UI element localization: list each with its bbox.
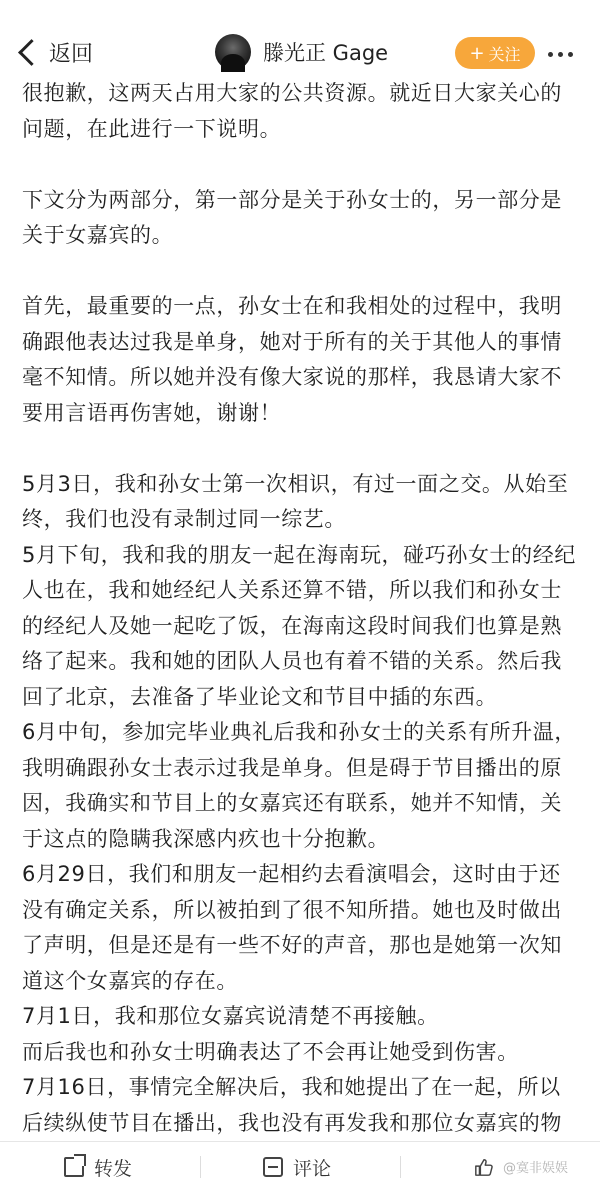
repost-button[interactable] [64,1152,132,1182]
comment-icon [263,1157,283,1177]
post-body [22,76,582,1140]
paragraph: 下文分为两部分，第一部分是关于孙女士的，另一部分是关于女嘉宾的。 [22,187,562,247]
comment-label: 评论 [293,1157,332,1180]
dot [558,52,563,57]
paragraph: 很抱歉，这两天占用大家的公共资源。就近日大家关心的问题，在此进行一下说明。 [22,81,562,141]
paragraph: 5月3日，我和孙女士第一次相识，有过一面之交。从始至终，我们也没有录制过同一综艺。 [22,471,569,531]
paragraph: 6月中旬，参加完毕业典礼后我和孙女士的关系有所升温，我明确跟孙女士表示过我是单身。但是碍于节目播出的原因，我确实和节目上的女嘉宾还有联系，她并不知情，关于这点的隐瞒我深感内疚也十分抱歉。 [22,720,576,851]
username[interactable]: 滕光正 Gage [263,41,389,65]
follow-button[interactable] [455,37,535,69]
repost-label: 转发 [94,1157,133,1180]
divider [200,1156,201,1178]
comment-button[interactable] [263,1152,331,1182]
paragraph-gap [22,147,582,183]
status-bar [0,0,600,18]
paragraph: 7月1日，我和那位女嘉宾说清楚不再接触。 [22,1004,439,1028]
divider [400,1156,401,1178]
thumbs-up-icon [474,1157,494,1177]
paragraph-gap [22,431,582,467]
paragraph: 7月16日，事情完全解决后，我和她提出了在一起，所以后续纵使节目在播出，我也没有再发我和那位女嘉宾的物 [22,1075,562,1135]
paragraph-gap [22,254,582,290]
chevron-left-icon [18,39,45,66]
author-profile[interactable] [215,32,388,72]
avatar[interactable] [215,34,251,70]
plus-icon: + [469,42,485,64]
back-label: 返回 [49,41,94,67]
like-button[interactable] [474,1152,504,1182]
paragraph: 5月下旬，我和我的朋友一起在海南玩，碰巧孙女士的经纪人也在，我和她经纪人关系还算不错，所以我们和孙女士的经纪人及她一起吃了饭，在海南这段时间我们也算是熟络了起来。我和她的团队人员也有着不错的关系。然后我回了北京，去准备了毕业论文和节目中插的东西。 [22,542,576,709]
dot [568,52,573,57]
paragraph: 而后我也和孙女士明确表达了不会再让她受到伤害。 [22,1039,519,1064]
paragraph: 首先，最重要的一点，孙女士在和我相处的过程中，我明确跟他表达过我是单身，她对于所有的关于其他人的事情毫不知情。所以她并没有像大家说的那样，我恳请大家不要用言语再伤害她，谢谢！ [22,294,562,425]
paragraph: 6月29日，我们和朋友一起相约去看演唱会，这时由于还没有确定关系，所以被拍到了很不知所措。她也及时做出了声明，但是还是有一些不好的声音，那也是她第一次知道这个女嘉宾的存在。 [22,862,562,993]
follow-label: 关注 [488,44,521,64]
dot [548,52,553,57]
watermark: @寞非娱娱 [503,1161,569,1176]
more-dots-icon[interactable] [548,52,573,57]
share-icon [64,1157,84,1177]
back-button[interactable] [12,34,93,70]
